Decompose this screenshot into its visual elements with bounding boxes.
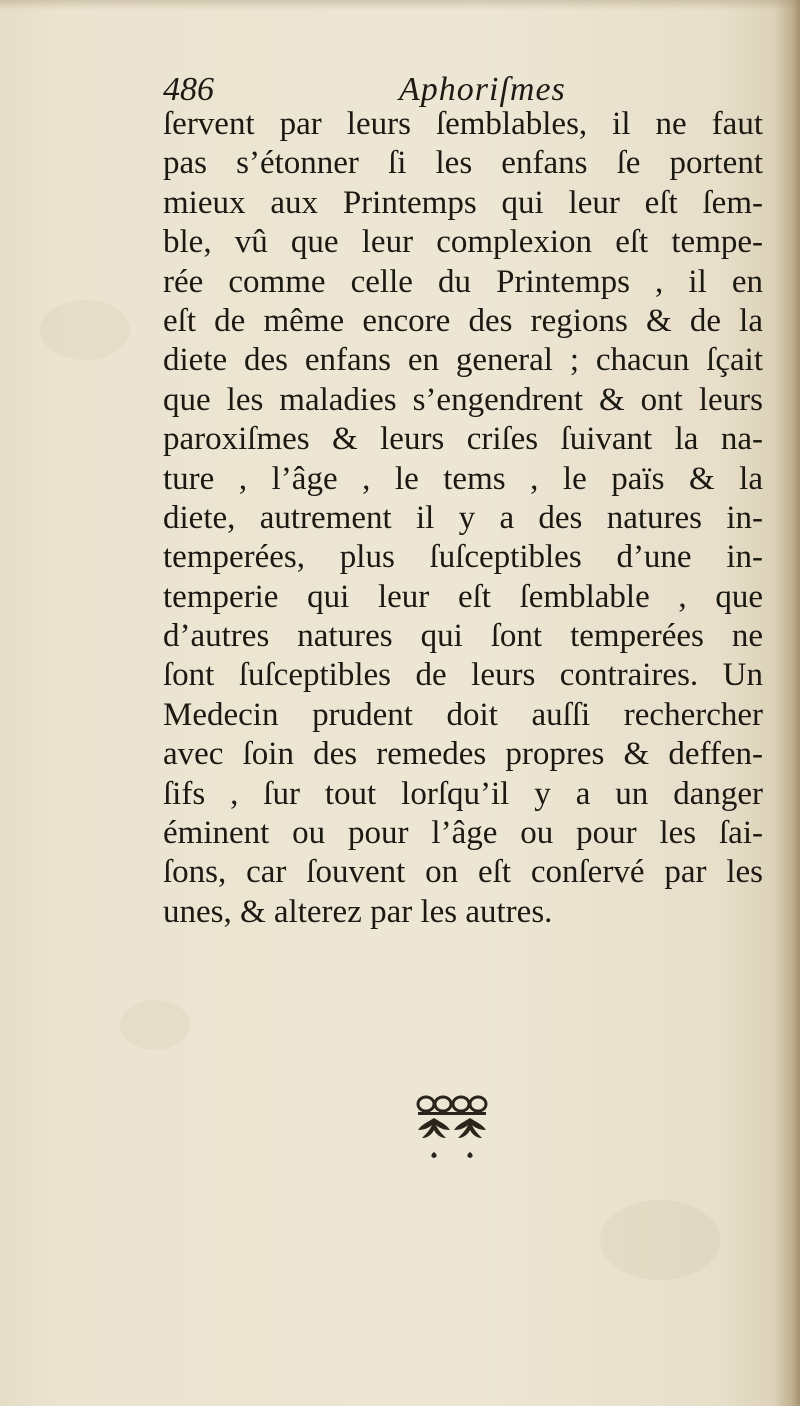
page-gutter-shadow: [774, 0, 800, 1406]
text-line: éminent ou pour l’âge ou pour les ſai-: [163, 815, 763, 852]
fleuron-glyph: [418, 1097, 486, 1158]
text-line: eſt de même encore des regions & de la: [163, 302, 763, 339]
text-line: pas s’étonner ſi les enfans ſe portent: [163, 145, 763, 182]
running-title: Aphoriſmes: [399, 71, 566, 108]
paper-stain: [600, 1200, 720, 1280]
text-line: d’autres natures qui ſont temperées ne: [163, 618, 763, 655]
body-text: [163, 105, 763, 932]
text-line: mieux aux Printemps qui leur eſt ſem-: [163, 184, 763, 221]
text-line: diete des enfans en general ; chacun ſçait: [163, 342, 763, 379]
text-line: temperie qui leur eſt ſemblable , que: [163, 578, 763, 615]
text-line: ble, vû que leur complexion eſt tempe-: [163, 224, 763, 261]
text-line: ſons, car ſouvent on eſt conſervé par les: [163, 854, 763, 891]
fleuron-svg: [412, 1094, 492, 1162]
page-number: 486: [163, 71, 214, 108]
text-line: Medecin prudent doit auſſi rechercher: [163, 696, 763, 733]
paper-stain: [120, 1000, 190, 1050]
paper-stain: [40, 300, 130, 360]
text-line: rée comme celle du Printemps , il en: [163, 263, 763, 300]
text-line: paroxiſmes & leurs criſes ſuivant la na-: [163, 421, 763, 458]
text-line-last: unes, & alterez par les autres.: [163, 893, 553, 930]
text-line: ſifs , ſur tout lorſqu’il y a un danger: [163, 775, 763, 812]
text-line: diete, autrement il y a des natures in-: [163, 499, 763, 536]
text-line: ture , l’âge , le tems , le païs & la: [163, 460, 763, 497]
text-line: avec ſoin des remedes propres & deffen-: [163, 736, 763, 773]
text-line: que les maladies s’engendrent & ont leurs: [163, 381, 763, 418]
page-top-edge: [0, 0, 800, 10]
text-line: ſervent par leurs ſemblables, il ne faut: [163, 106, 763, 142]
text-line: temperées, plus ſuſceptibles d’une in-: [163, 539, 763, 576]
text-line: ſont ſuſceptibles de leurs contraires. Un: [163, 657, 763, 694]
printer-fleuron-icon: [412, 1094, 492, 1162]
